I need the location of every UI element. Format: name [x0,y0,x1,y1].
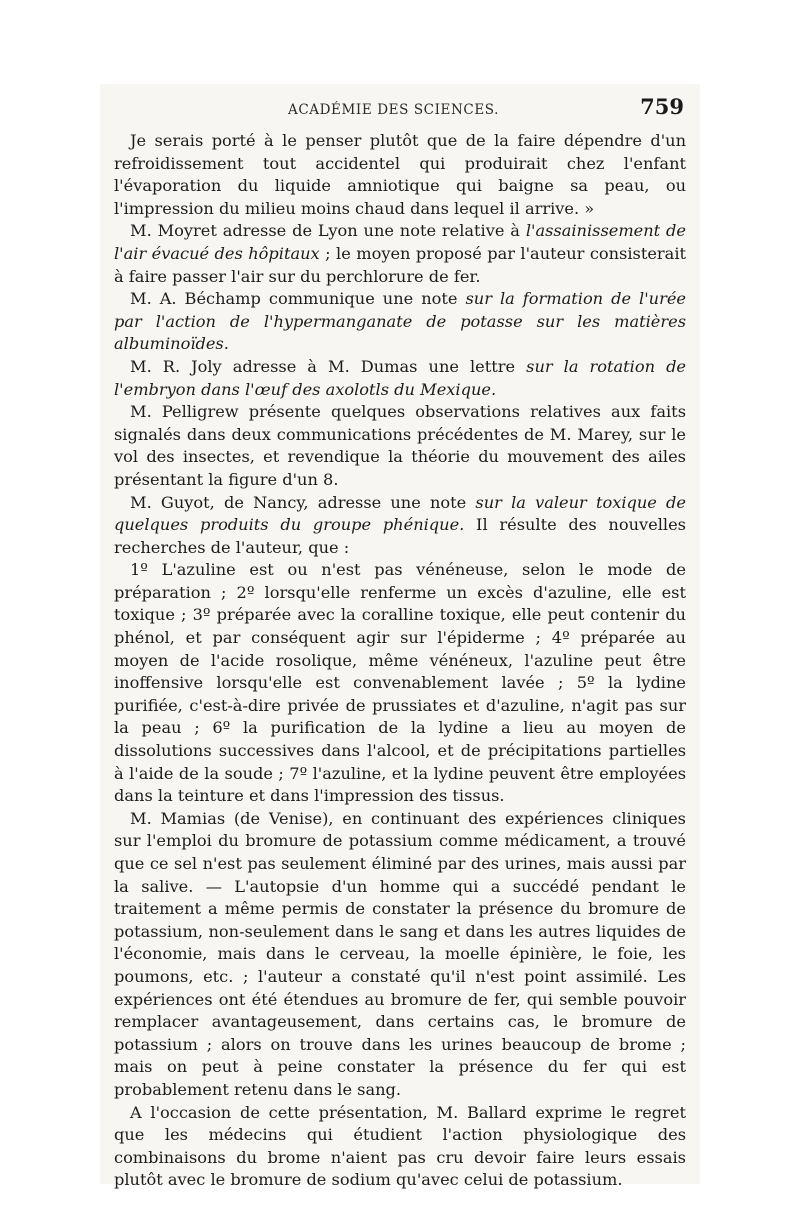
page-header [100,94,700,124]
text-run: M. Pelligrew présente quelques observations relatives aux faits signalés dans deux communications précédentes de M. Marey, sur le vol des insectes, et revendique la théorie du mouvement des ailes présentant la figure d'un 8. [114,402,686,489]
text-run: M. Mamias (de Venise), en continuant des expériences cliniques sur l'emploi du bromure de potassium comme médicament, a trouvé que ce sel n'est pas seulement éliminé par des urines, mais aussi par la salive. — L'autopsie d'un homme qui a succédé pendant le traitement a même permis de constater la présence du bromure de potassium, non-seulement dans le sang et dans les autres liquides de l'économie, mais dans le cerveau, la moelle épinière, le foie, les poumons, etc. ; l'auteur a constaté qu'il n'est point assimilé. Les expériences ont été étendues au bromure de fer, qui semble pouvoir remplacer avantageusement, dans certains cas, le bromure de potassium ; alors on trouve dans les urines beaucoup de brome ; mais on peut à peine constater la présence du fer qui est probablement retenu dans le sang. [114,808,686,1099]
text-run: M. R. Joly adresse à M. Dumas une lettre [130,356,527,376]
text-run: ; le moyen proposé par l'auteur consisterait à faire passer l'air sur du perchlorure de fer. [114,243,687,286]
paragraph [114,808,686,1102]
running-title: ACADÉMIE DES SCIENCES. [288,102,500,118]
paragraph [114,1102,686,1192]
text-run: Il résulte des nouvelles recherches de l'auteur, que : [114,515,686,557]
text-run: M. Moyret adresse de Lyon une note relative à [130,221,526,241]
paragraph [114,220,686,288]
text-run: A l'occasion de cette présentation, M. Ballard exprime le regret que les médecins qui étudient l'action physiologique des combinaisons du brome n'aient pas cru devoir faire leurs essais plutôt avec le bromure de sodium qu'avec celui de potassium. [114,1102,686,1190]
scanned-page [100,84,700,1190]
paragraph [114,288,686,356]
italic-title: l'assainissement de l'air évacué des hôpitaux [114,221,686,263]
italic-title: sur la valeur toxique de quelques produits du groupe phénique. [114,492,686,535]
text-run: M. Guyot, de Nancy, adresse une note [130,492,476,512]
text-run: M. A. Béchamp communique une note [130,289,466,309]
paragraph [114,401,686,491]
paragraph [114,492,686,560]
body-text [114,130,686,1192]
page-number: 759 [640,94,684,119]
text-run: Je serais porté à le penser plutôt que de la faire dépendre d'un refroidissement tout accidentel qui produirait chez l'enfant l'évaporation du liquide amniotique qui baigne sa peau, ou l'impression du milieu moins chaud dans lequel il arrive. » [114,131,686,218]
paragraph [114,356,686,401]
italic-title: sur la rotation de l'embryon dans l'œuf des axolotls du Mexique. [114,356,687,399]
paragraph [114,559,686,808]
text-run: 1º L'azuline est ou n'est pas vénéneuse, selon le mode de préparation ; 2º lorsqu'elle renferme un excès d'azuline, elle est toxique ; 3º préparée avec la coralline toxique, elle peut contenir du phénol, et par conséquent agir sur l'épiderme ; 4º préparée au moyen de l'acide rosolique, même vénéneux, l'azuline peut être inoffensive lorsqu'elle est convenablement lavée ; 5º la lydine purifiée, c'est-à-dire privée de prussiates et d'azuline, n'agit pas sur la peau ; 6º la purification de la lydine a lieu au moyen de dissolutions successives dans l'alcool, et de précipitations partielles à l'aide de la soude ; 7º l'azuline, et la lydine peuvent être employées dans la teinture et dans l'impression des tissus. [114,560,686,806]
italic-title: sur la formation de l'urée par l'action de l'hypermanganate de potasse sur les matières albuminoïdes. [114,289,686,354]
paragraph [114,130,686,220]
